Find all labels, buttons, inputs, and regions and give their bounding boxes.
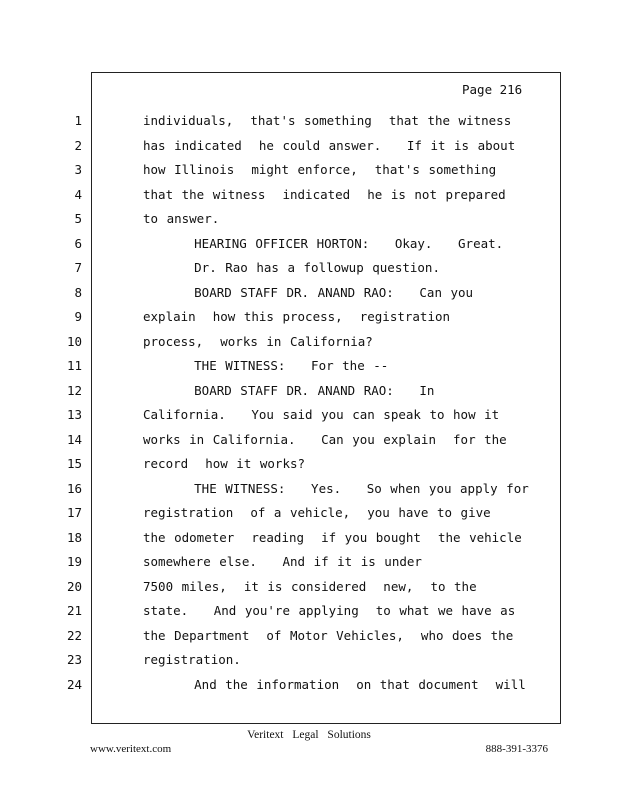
line-number: 19: [66, 554, 82, 569]
footer-phone: 888-391-3376: [485, 743, 548, 755]
line-text: BOARD STAFF DR. ANAND RAO: Can you: [143, 284, 474, 300]
transcript-line: [0, 259, 618, 284]
transcript-line: [0, 504, 618, 529]
transcript-line: [0, 529, 618, 554]
line-text: works in California. Can you explain for the: [143, 431, 507, 447]
line-number: 20: [66, 578, 82, 594]
line-number: 10: [66, 333, 82, 349]
transcript-line: [0, 186, 618, 211]
transcript-body: [0, 112, 618, 700]
line-number: 17: [66, 505, 82, 520]
transcript-line: [0, 627, 618, 652]
line-text: has indicated he could answer. If it is about: [143, 137, 516, 153]
line-number: 23: [66, 652, 82, 667]
line-number: 8: [74, 284, 82, 300]
line-text: California. You said you can speak to how it: [143, 407, 500, 422]
line-number: 11: [66, 358, 82, 373]
transcript-line: [0, 480, 618, 505]
line-number: 13: [66, 407, 82, 422]
line-number: 21: [66, 603, 82, 618]
line-text: to answer.: [143, 211, 220, 226]
line-number: 6: [74, 235, 82, 251]
transcript-line: [0, 676, 618, 701]
line-number: 7: [74, 260, 82, 275]
line-number: 15: [66, 456, 82, 471]
line-number: 9: [74, 309, 82, 324]
line-text: process, works in California?: [143, 333, 373, 349]
line-text: BOARD STAFF DR. ANAND RAO: In: [143, 382, 435, 398]
line-text: individuals, that's something that the witness: [143, 113, 512, 128]
line-text: THE WITNESS: Yes. So when you apply for: [143, 480, 529, 496]
line-text: record how it works?: [143, 456, 306, 471]
transcript-line: [0, 602, 618, 627]
footer-company: Veritext Legal Solutions: [247, 729, 371, 741]
line-text: THE WITNESS: For the --: [143, 358, 389, 373]
transcript-line: [0, 431, 618, 456]
transcript-line: [0, 112, 618, 137]
line-number: 4: [74, 186, 82, 202]
line-number: 22: [66, 627, 82, 643]
line-text: explain how this process, registration: [143, 309, 451, 324]
line-text: HEARING OFFICER HORTON: Okay. Great.: [143, 235, 504, 251]
transcript-line: [0, 357, 618, 382]
line-number: 24: [66, 676, 82, 692]
transcript-line: [0, 406, 618, 431]
page-number: Page 216: [462, 82, 523, 97]
footer-website: www.veritext.com: [90, 743, 172, 755]
line-number: 18: [66, 529, 82, 545]
line-number: 12: [66, 382, 82, 398]
transcript-line: [0, 137, 618, 162]
line-number: 5: [74, 211, 82, 226]
transcript-line: [0, 235, 618, 260]
line-number: 2: [74, 137, 82, 153]
transcript-line: [0, 651, 618, 676]
line-text: registration.: [143, 652, 241, 667]
line-text: the Department of Motor Vehicles, who does the: [143, 627, 514, 643]
line-text: And the information on that document will: [143, 676, 526, 692]
line-number: 14: [66, 431, 82, 447]
line-text: Dr. Rao has a followup question.: [143, 260, 440, 275]
transcript-line: [0, 308, 618, 333]
transcript-line: [0, 578, 618, 603]
transcript-line: [0, 382, 618, 407]
line-text: 7500 miles, it is considered new, to the: [143, 578, 477, 594]
line-number: 16: [66, 480, 82, 496]
transcript-line: [0, 553, 618, 578]
transcript-line: [0, 210, 618, 235]
line-text: somewhere else. And if it is under: [143, 554, 422, 569]
line-text: how Illinois might enforce, that's something: [143, 162, 497, 177]
line-text: the odometer reading if you bought the vehicle: [143, 529, 522, 545]
transcript-line: [0, 333, 618, 358]
line-text: registration of a vehicle, you have to give: [143, 505, 491, 520]
transcript-line: [0, 455, 618, 480]
line-text: that the witness indicated he is not prepared: [143, 186, 506, 202]
line-number: 1: [74, 113, 82, 128]
line-number: 3: [74, 162, 82, 177]
transcript-line: [0, 284, 618, 309]
transcript-line: [0, 161, 618, 186]
line-text: state. And you're applying to what we have as: [143, 603, 516, 618]
